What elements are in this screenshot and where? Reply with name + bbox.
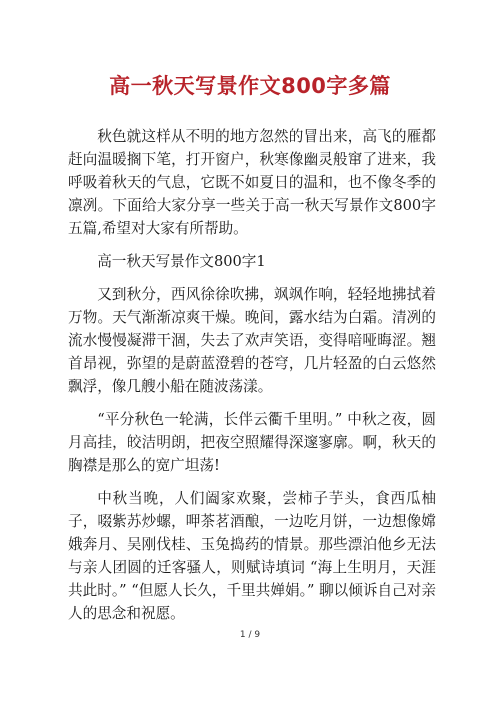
document-body (68, 125, 436, 635)
intro-paragraph: 秋色就这样从不明的地方忽然的冒出来，高飞的雁都赶向温暖搁下笔，打开窗户，秋寒像幽灵般窜了进来，我呼吸着秋天的气息，它既不如夏日的温和，也不像冬季的凛冽。下面给大家分享一些关于高一秋天写景作文800字五篇,希望对大家有所帮助。 (68, 128, 436, 237)
body-paragraph: 又到秋分，西风徐徐吹拂，飒飒作响，轻轻地拂拭着万物。天气渐渐凉爽干燥。晚间，露水结为白霜。清冽的流水慢慢凝滞干涸，失去了欢声笑语，变得喑哑晦涩。翘首昂视，弥望的是蔚蓝澄碧的苍穹，几片轻盈的白云悠然飘浮，像几艘小船在随波荡漾。 (68, 286, 436, 395)
section-heading: 高一秋天写景作文800字1 (97, 253, 266, 270)
body-paragraph: 中秋当晚，人们阖家欢聚，尝柿子芋头，食西瓜柚子，啜紫苏炒螺，呷茶茗酒酿，一边吃月饼，一边想像嫦娥奔月、吴刚伐桂、玉兔捣药的情景。那些漂泊他乡无法与亲人团圆的迁客骚人，则赋诗填词 “海上生明月，天涯共此时。” “但愿人长久，千里共婵娟。” 聊以倾诉自己对亲人的思念和祝愿。 (68, 490, 436, 622)
document-title: 高一秋天写景作文800字多篇 (109, 74, 391, 98)
page-number: 1 / 9 (239, 630, 261, 640)
body-paragraph: “平分秋色一轮满，长伴云衢千里明。” 中秋之夜，圆月高挂，皎洁明朗，把夜空照耀得深邃寥廓。啊，秋天的胸襟是那么的宽广坦荡! (68, 411, 436, 474)
